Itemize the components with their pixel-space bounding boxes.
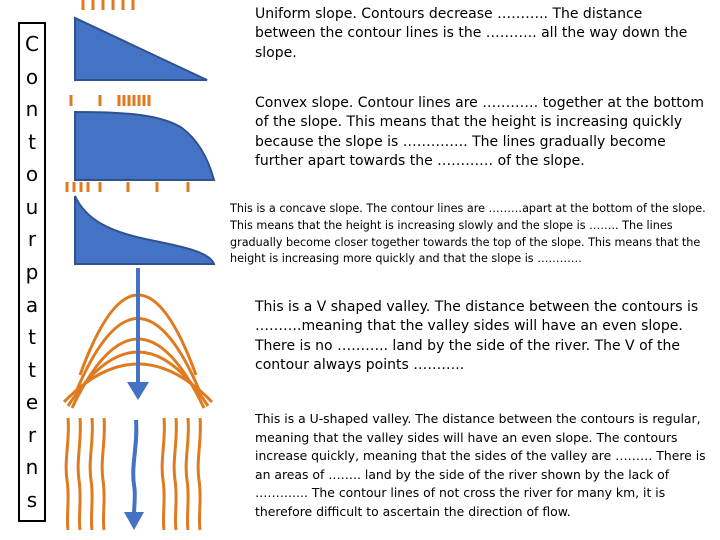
u-valley-description: This is a U-shaped valley. The distance between the contours is regular, meaning that the valley sides will have an even slope. The contours increase quickly, meaning that the sides of the valley are ……… There is an areas of …….. land by the side of the river shown by the lack of ……….... The contour lines of not cross the river for many km, it is therefore difficult to ascertain the direction of flow.: [255, 411, 706, 520]
title-letter: t: [28, 325, 36, 350]
title-letter: t: [28, 129, 36, 154]
uniform-slope-shape: [75, 18, 207, 80]
concave-slope-description: This is a concave slope. The contour lines are ………apart at the bottom of the slope. This means that the height is increasing slowly and the slope is …….. The lines gradually become closer together towards the top of the slope. This means that the height is increasing more quickly and that the slope is …………: [230, 202, 706, 266]
title-letter: r: [27, 227, 37, 252]
diagrams-column: [0, 0, 230, 540]
convex-slope-description: Convex slope. Contour lines are ………… together at the bottom of the slope. This means that the height is increasing quickly because the slope is ……….…. The lines gradually become further apart towards the ………… of the slope.: [255, 95, 704, 169]
title-letter: o: [25, 64, 39, 89]
concave-slope-shape: [75, 196, 214, 264]
convex-contour-ticks: [71, 95, 149, 106]
title-letter: a: [25, 292, 39, 317]
title-letter: r: [27, 422, 37, 447]
uniform-slope-description: Uniform slope. Contours decrease ……….. The distance between the contour lines is the ……….. all the way down the slope.: [255, 6, 688, 61]
title-letter: o: [25, 162, 39, 187]
convex-slope-shape: [75, 112, 214, 180]
title-letter: n: [25, 455, 39, 480]
title-letter: p: [25, 259, 39, 284]
v-valley-river-arrow: [127, 268, 149, 400]
v-valley-description: This is a V shaped valley. The distance between the contours is ……….meaning that the valley sides will have an even slope. There is no ……….. land by the side of the river. The V of the contour always points ………..: [255, 299, 699, 373]
title-letter: e: [25, 390, 39, 415]
title-letter: C: [25, 32, 39, 57]
u-valley-river-arrow: [124, 420, 144, 530]
concave-contour-ticks: [67, 182, 188, 192]
title-letter: t: [28, 357, 36, 382]
title-letter: n: [25, 97, 39, 122]
title-letter: s: [26, 487, 38, 512]
uniform-contour-ticks: [83, 0, 133, 10]
title-letter: u: [25, 194, 39, 219]
